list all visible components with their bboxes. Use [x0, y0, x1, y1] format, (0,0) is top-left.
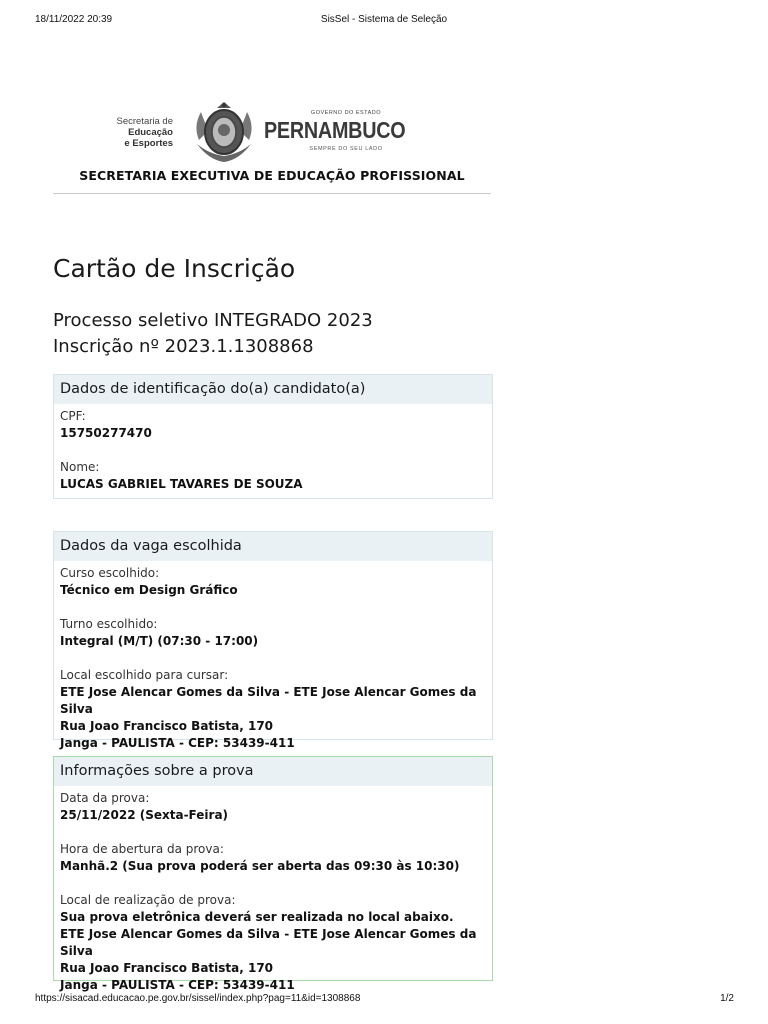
- card-heading: Dados da vaga escolhida: [54, 532, 492, 561]
- cpf-value: 15750277470: [60, 426, 152, 440]
- page-title: Cartão de Inscrição: [53, 254, 296, 283]
- cpf-label: CPF:: [60, 409, 86, 423]
- print-datetime: 18/11/2022 20:39: [35, 14, 113, 25]
- exam-time-label: Hora de abertura da prova:: [60, 842, 224, 856]
- state-slogan: SEMPRE DO SEU LADO: [309, 146, 383, 152]
- print-footer: [0, 993, 768, 1009]
- secretaria-line: e Esportes: [124, 138, 173, 149]
- exam-info-card: [53, 756, 493, 992]
- secretaria-logo-text: [107, 116, 173, 149]
- name-label: Nome:: [60, 460, 100, 474]
- study-location-line: Janga - PAULISTA - CEP: 53439-411: [60, 736, 295, 750]
- shift-label: Turno escolhido:: [60, 617, 158, 631]
- secretaria-line: Educação: [128, 127, 173, 138]
- card-heading: Informações sobre a prova: [54, 757, 492, 786]
- shift-value: Integral (M/T) (07:30 - 17:00): [60, 634, 259, 648]
- banner-subtitle: SECRETARIA EXECUTIVA DE EDUCAÇÃO PROFISSIONAL: [79, 168, 465, 183]
- candidate-identification-card: [53, 374, 493, 499]
- exam-location-label: Local de realização de prova:: [60, 893, 236, 907]
- card-heading: Dados de identificação do(a) candidato(a): [54, 375, 492, 404]
- governo-label: GOVERNO DO ESTADO: [310, 110, 382, 116]
- state-name: PERNAMBUCO: [264, 117, 406, 143]
- name-value: LUCAS GABRIEL TAVARES DE SOUZA: [60, 477, 303, 491]
- process-name: Processo seletivo INTEGRADO 2023: [53, 310, 373, 331]
- registration-number: Inscrição nº 2023.1.1308868: [53, 336, 314, 357]
- exam-location-line: ETE Jose Alencar Gomes da Silva - ETE Jose Alencar Gomes da Silva: [60, 927, 477, 958]
- header-divider: [53, 193, 491, 194]
- print-url: https://sisacad.educacao.pe.gov.br/sissel/index.php?pag=11&id=1308868: [35, 993, 361, 1004]
- exam-time-value: Manhã.2 (Sua prova poderá ser aberta das 09:30 às 10:30): [60, 859, 460, 873]
- course-label: Curso escolhido:: [60, 566, 160, 580]
- government-banner: [107, 98, 407, 164]
- exam-date-label: Data da prova:: [60, 791, 150, 805]
- exam-location-line: Sua prova eletrônica deverá ser realizada no local abaixo.: [60, 910, 454, 924]
- course-value: Técnico em Design Gráfico: [60, 583, 238, 597]
- print-page-title: SisSel - Sistema de Seleção: [320, 14, 448, 25]
- exam-date-value: 25/11/2022 (Sexta-Feira): [60, 808, 229, 822]
- secretaria-line: Secretaria de: [116, 116, 173, 127]
- exam-location-line: Janga - PAULISTA - CEP: 53439-411: [60, 978, 295, 992]
- exam-location-line: Rua Joao Francisco Batista, 170: [60, 961, 274, 975]
- study-location-line: Rua Joao Francisco Batista, 170: [60, 719, 274, 733]
- print-page-number: 1/2: [720, 993, 734, 1004]
- print-header: [0, 14, 768, 30]
- pernambuco-coat-of-arms-icon: [189, 100, 259, 164]
- process-info: [53, 308, 373, 360]
- study-location-label: Local escolhido para cursar:: [60, 668, 229, 682]
- chosen-vacancy-card: [53, 531, 493, 750]
- study-location-line: ETE Jose Alencar Gomes da Silva - ETE Jose Alencar Gomes da Silva: [60, 685, 477, 716]
